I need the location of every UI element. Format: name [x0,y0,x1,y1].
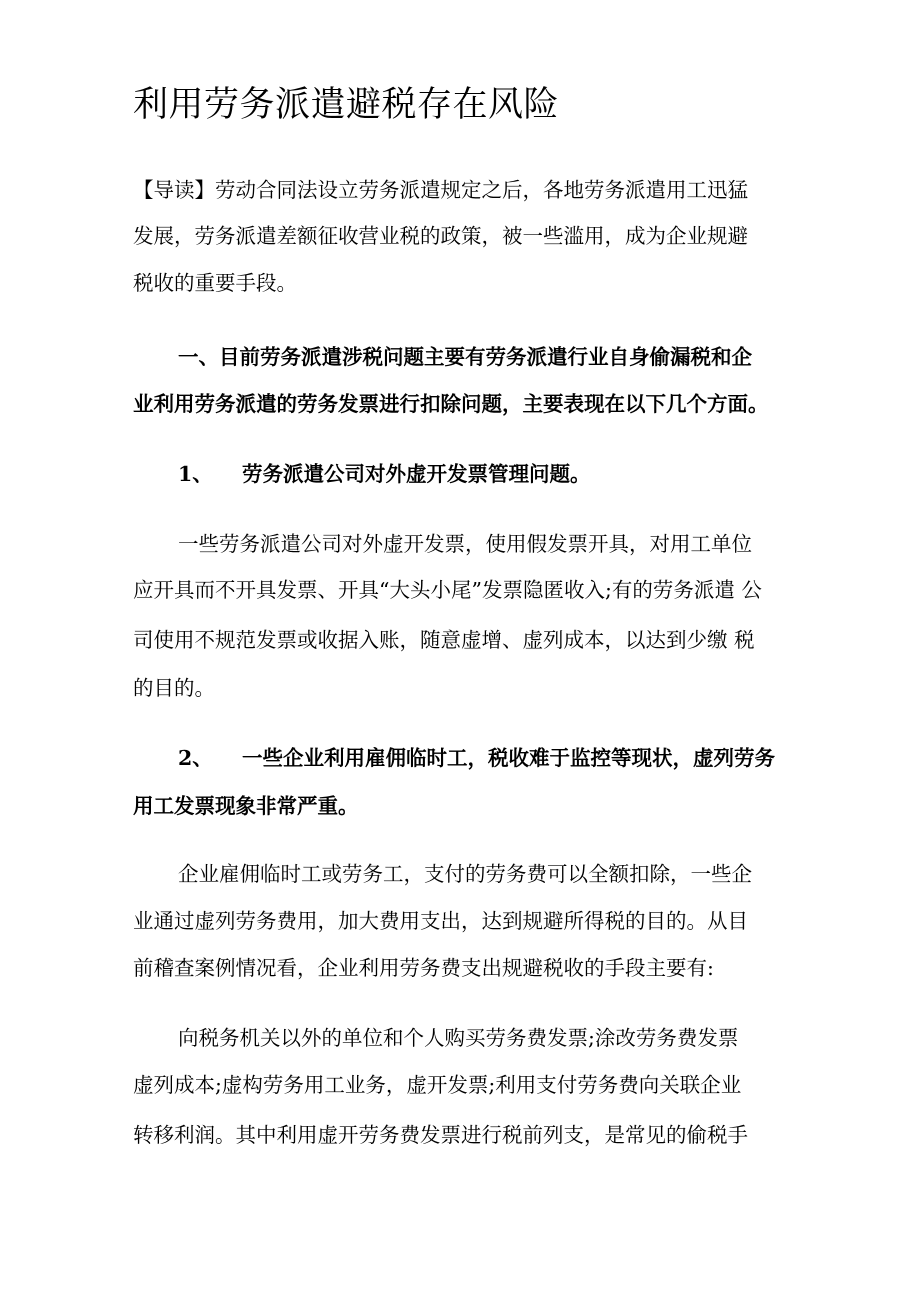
item2-heading-line-1 [178,746,775,771]
item1-body-line-3: 司使用不规范发票或收据入账，随意虚增、虚列成本，以达到少缴 税 [133,628,755,652]
item1-number: 1、 [178,462,213,486]
item1-heading [178,462,591,487]
item2-body-line-2: 业通过虚列劳务费用，加大费用支出，达到规避所得税的目的。从目 [133,909,748,933]
item1-body-line-1: 一些劳务派遣公司对外虚开发票，使用假发票开具，对用工单位 [178,532,752,556]
item2-heading-text: 一些企业利用雇佣临时工，税收难于监控等现状，虚列劳务 [242,746,775,770]
item2-heading-line-2: 用工发票现象非常严重。 [133,794,359,818]
page-title: 利用劳务派遣避税存在风险 [133,85,560,125]
item1-body-line-4: 的目的。 [133,676,215,700]
item2-body2-line-3: 转移利润。其中利用虚开劳务费发票进行税前列支，是常见的偷税手 [133,1123,748,1147]
item2-body-line-1: 企业雇佣临时工或劳务工，支付的劳务费可以全额扣除，一些企 [178,862,752,886]
intro-line-2: 发展，劳务派遣差额征收营业税的政策，被一些滥用，成为企业规避 [133,224,748,248]
section1-heading-line-1: 一、目前劳务派遣涉税问题主要有劳务派遣行业自身偷漏税和企 [178,345,752,369]
intro-line-3: 税收的重要手段。 [133,271,297,295]
section1-heading-line-2: 业利用劳务派遣的劳务发票进行扣除问题，主要表现在以下几个方面。 [133,392,769,416]
item2-number: 2、 [178,746,213,770]
item1-heading-text: 劳务派遣公司对外虚开发票管理问题。 [242,462,591,486]
item2-body2-line-2: 虚列成本;虚构劳务用工业务，虚开发票;利用支付劳务费向关联企业 [133,1073,742,1097]
intro-line-1: 【导读】劳动合同法设立劳务派遣规定之后，各地劳务派遣用工迅猛 [133,178,748,202]
item2-body2-line-1: 向税务机关以外的单位和个人购买劳务费发票;涂改劳务费发票 [178,1026,739,1050]
item1-body-line-2: 应开具而不开具发票、开具“大头小尾”发票隐匿收入;有的劳务派遣 公 [133,578,762,602]
item2-body-line-3: 前稽查案例情况看，企业利用劳务费支出规避税收的手段主要有: [133,956,714,980]
